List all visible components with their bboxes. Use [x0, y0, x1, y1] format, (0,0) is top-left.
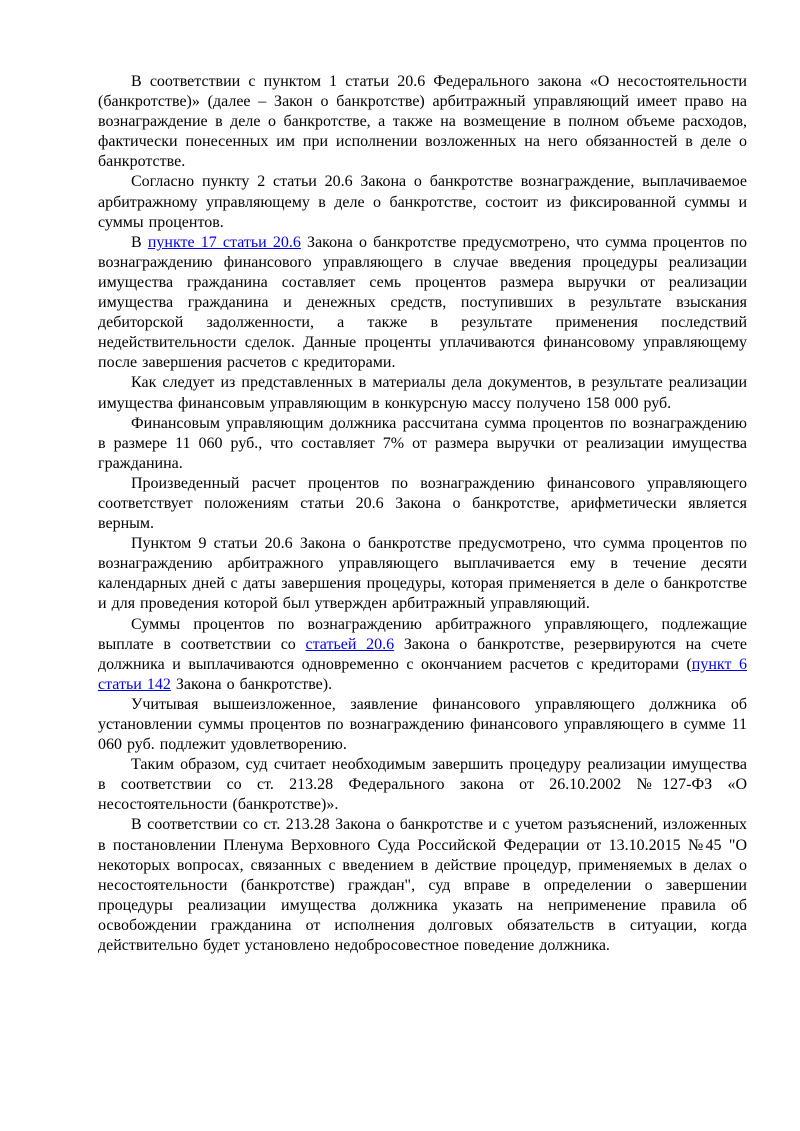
paragraph-1 — [98, 72, 747, 172]
statute-link-punkt-6-stati-142[interactable]: пункт 6 статьи 142 — [98, 655, 747, 693]
paragraph-text: Суммы процентов по вознаграждению арбитражного управляющего, подлежащие выплате в соответствии со — [98, 615, 747, 653]
paragraph-text: Как следует из представленных в материалы дела документов, в результате реализации имущества финансовым управляющим в конкурсную массу получено 158 000 руб. — [98, 374, 747, 412]
paragraph-text: Закона о банкротстве). — [170, 675, 333, 693]
paragraph-text: В соответствии со ст. 213.28 Закона о банкротстве и с учетом разъяснений, изложенных в постановлении Пленума Верховного Суда Российской Федерации от 13.10.2015 №45 "О некоторых вопросах, связанных с введением в действие процедур, применяемых в делах о несостоятельности (банкротстве) граждан", суд вправе в определении о завершении процедуры реализации имущества должника указать на неприменение правила об освобождении гражданина от исполнения долговых обязательств в ситуации, когда действительно будет установлено недобросовестное поведение должника. — [98, 816, 747, 955]
paragraph-5 — [98, 414, 747, 474]
paragraph-8 — [98, 615, 747, 695]
paragraph-text: Таким образом, суд считает необходимым завершить процедуру реализации имущества в соответствии со ст. 213.28 Федерального закона от 26.10.2002 №127-ФЗ «О несостоятельности (банкротстве)». — [98, 756, 747, 814]
paragraph-text: Согласно пункту 2 статьи 20.6 Закона о банкротстве вознаграждение, выплачиваемое арбитражному управляющему в деле о банкротстве, состоит из фиксированной суммы и суммы процентов. — [98, 173, 747, 231]
paragraph-10 — [98, 755, 747, 815]
paragraph-text: Пунктом 9 статьи 20.6 Закона о банкротстве предусмотрено, что сумма процентов по вознаграждению арбитражного управляющего выплачивается ему в течение десяти календарных дней с даты завершения процедуры, которая применяется в деле о банкротстве и для проведения которой был утвержден арбитражный управляющий. — [98, 535, 747, 613]
paragraph-text: Закона о банкротстве, резервируются на счете должника и выплачиваются одновременно с окончанием расчетов с кредиторами ( — [98, 635, 747, 673]
paragraph-9 — [98, 695, 747, 755]
paragraph-2 — [98, 172, 747, 232]
statute-link-statya-20-6[interactable]: статьей 20.6 — [305, 635, 395, 653]
paragraph-text: В соответствии с пунктом 1 статьи 20.6 Федерального закона «О несостоятельности (банкротстве)» (далее – Закон о банкротстве) арбитражный управляющий имеет право на вознаграждение в деле о банкротстве, а также на возмещение в полном объеме расходов, фактически понесенных им при исполнении возложенных на него обязанностей в деле о банкротстве. — [98, 73, 747, 171]
paragraph-text: Учитывая вышеизложенное, заявление финансового управляющего должника об установлении суммы процентов по вознаграждению финансового управляющего в сумме 11 060 руб. подлежит удовлетворению. — [98, 695, 747, 754]
paragraph-text: Произведенный расчет процентов по вознаграждению финансового управляющего соответствует положениям статьи 20.6 Закона о банкротстве, арифметически является верным. — [98, 474, 747, 533]
paragraph-text: Финансовым управляющим должника рассчитана сумма процентов по вознаграждению в размере 11 060 руб., что составляет 7% от размера выручки от реализации имущества гражданина. — [98, 414, 747, 472]
statute-link-punkt-17-stati-20-6[interactable]: пункте 17 статьи 20.6 — [147, 233, 301, 251]
paragraph-11 — [98, 815, 747, 956]
paragraph-6 — [98, 474, 747, 534]
paragraph-text: В — [131, 233, 148, 251]
paragraph-3 — [98, 233, 747, 374]
paragraph-4 — [98, 373, 747, 413]
paragraph-7 — [98, 534, 747, 614]
paragraph-text: Закона о банкротстве предусмотрено, что сумма процентов по вознаграждению финансового управляющего в случае введения процедуры реализации имущества гражданина составляет семь процентов размера выручки от реализации имущества гражданина и денежных средств, поступивших в результате взыскания дебиторской задолженности, а также в результате применения последствий недействительности сделок. Данные проценты уплачиваются финансовому управляющему после завершения расчетов с кредиторами. — [98, 233, 747, 372]
